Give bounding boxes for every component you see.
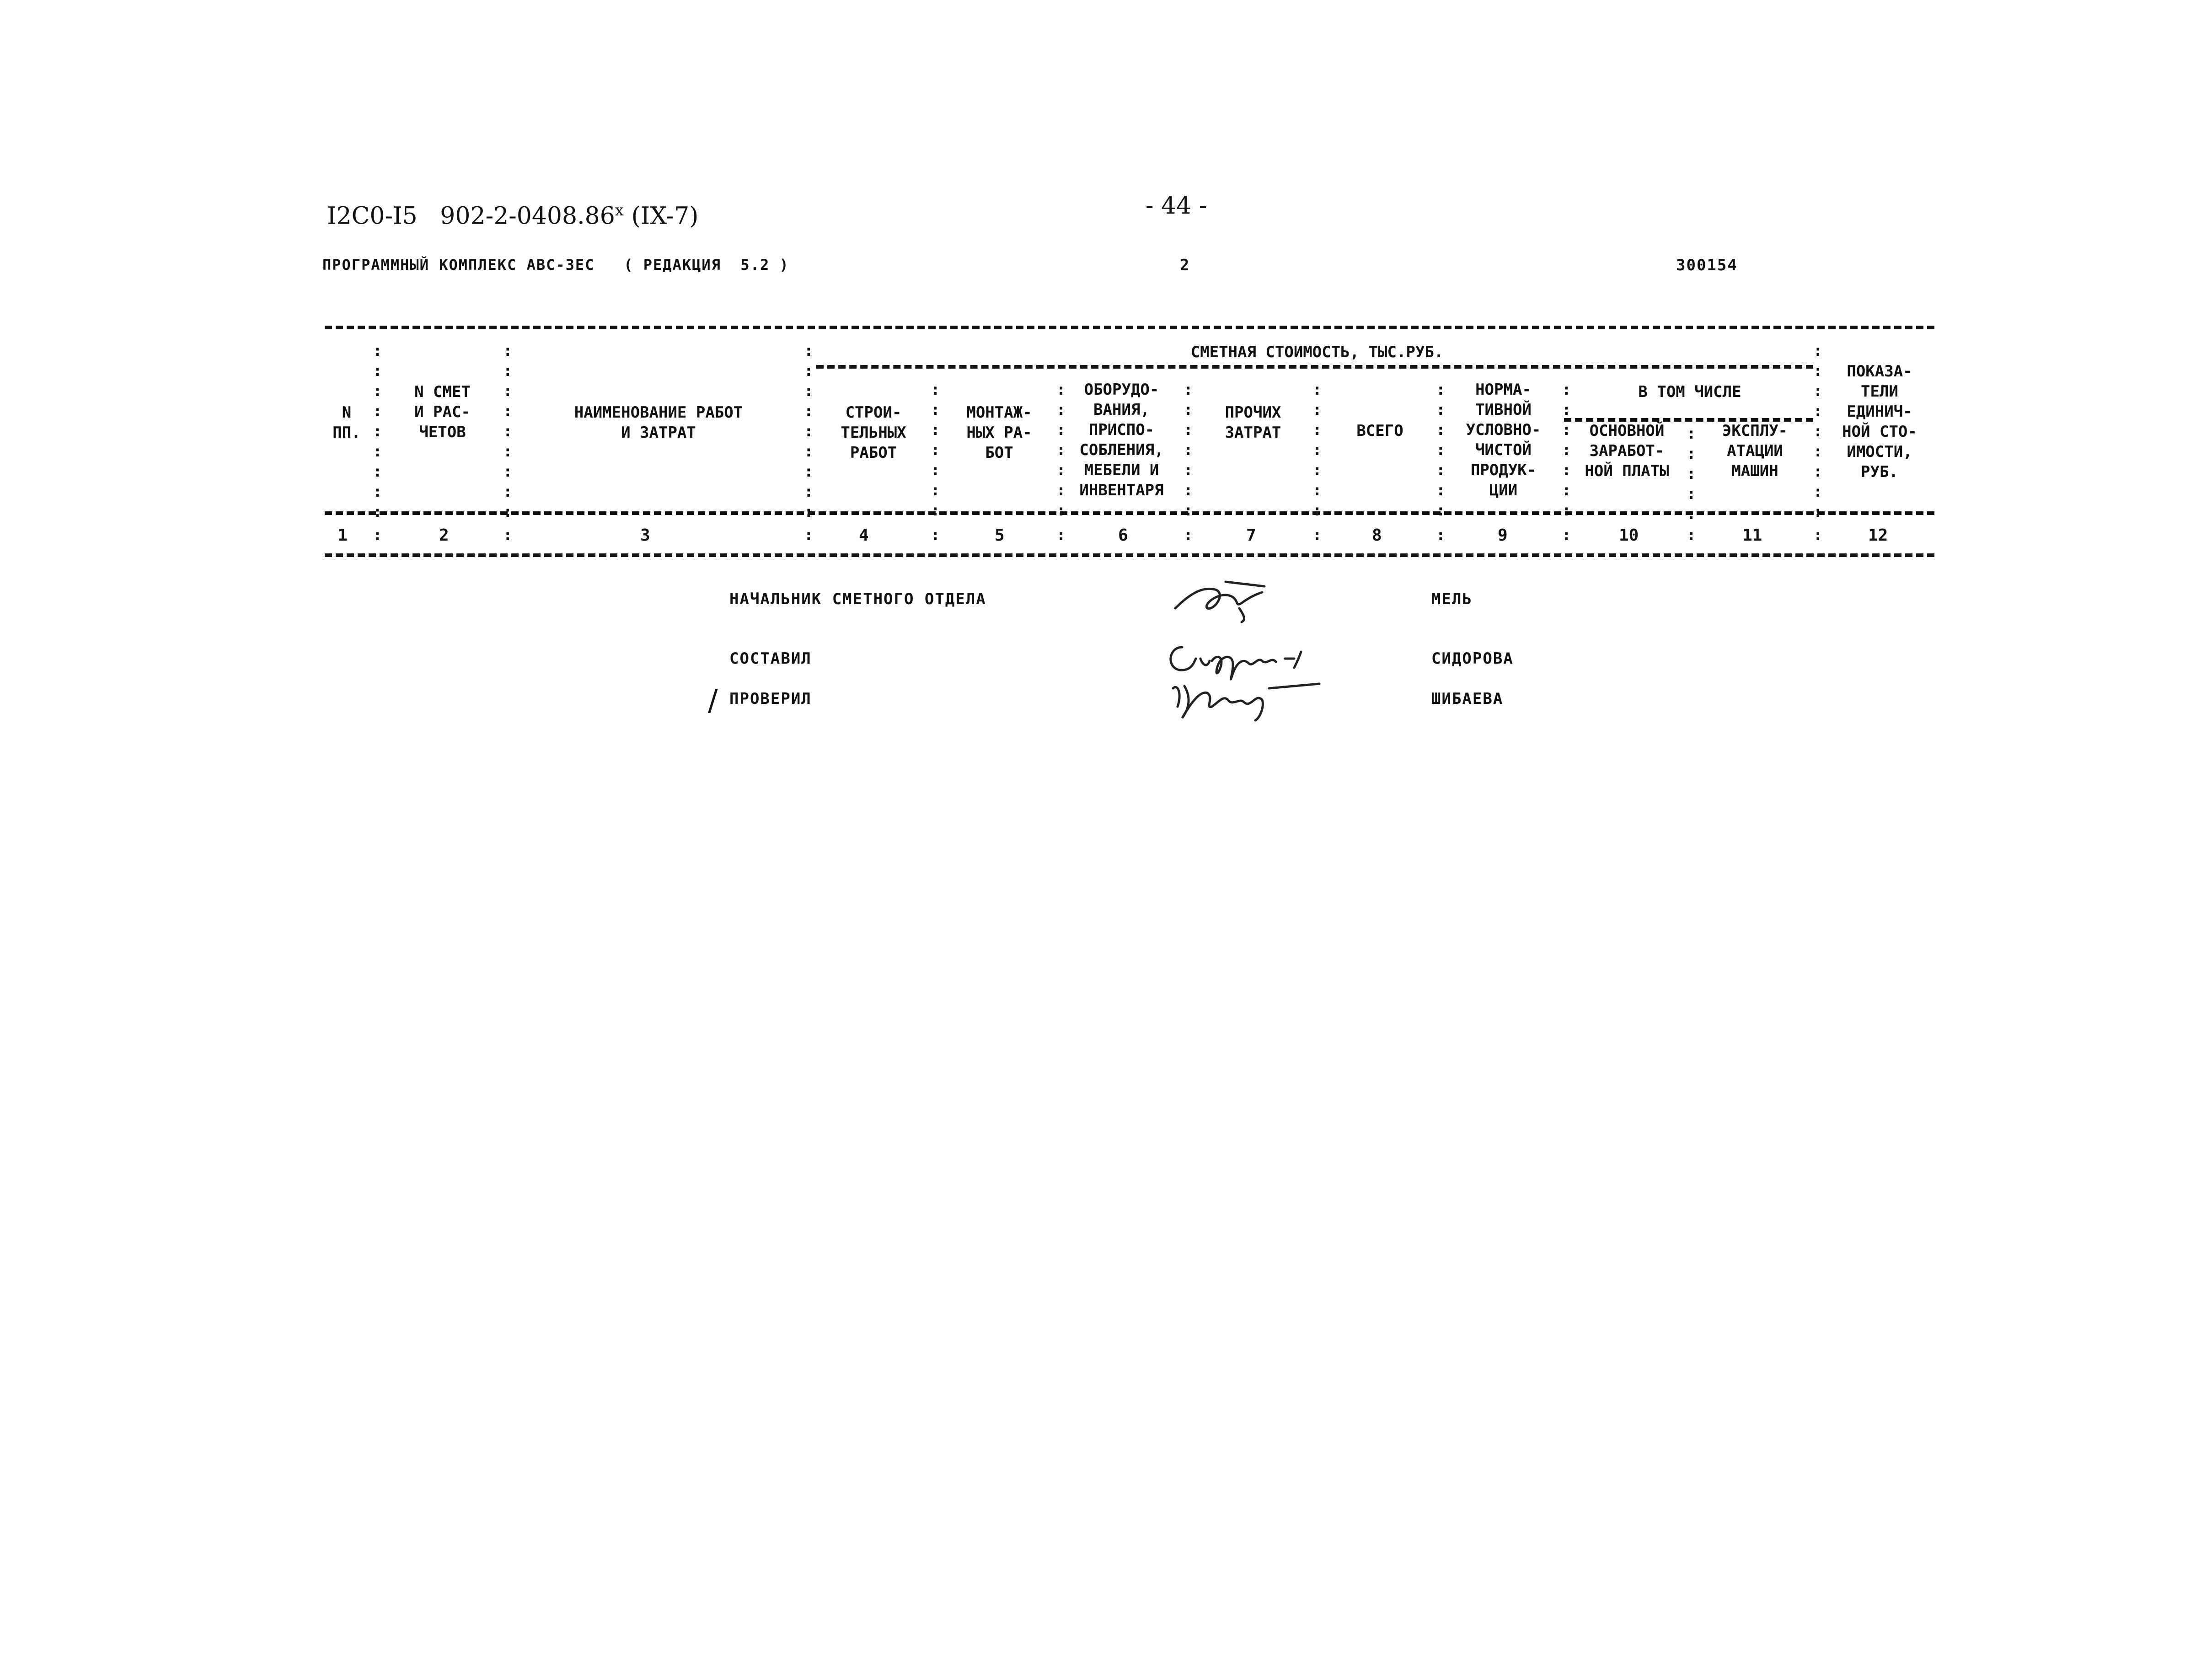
signature-role-chief: НАЧАЛЬНИК СМЕТНОГО ОТДЕЛА — [729, 590, 986, 608]
column-separator: : : : : : : : — [931, 381, 940, 520]
check-mark: / — [708, 684, 718, 718]
group-header-rule — [816, 365, 1813, 369]
column-separator: : : : : : : : — [1436, 381, 1446, 520]
column-separator: : : : : : : : : : — [373, 342, 382, 521]
column-header-installation: МОНТАЖ- НЫХ РА- БОТ — [966, 403, 1032, 462]
column-number: 5 — [995, 526, 1005, 545]
column-separator: : : : : : : : : : — [503, 342, 513, 521]
column-header-normative-output: НОРМА- ТИВНОЙ УСЛОВНО- ЧИСТОЙ ПРОДУК- ЦИИ — [1466, 381, 1541, 499]
column-number: 1 — [337, 526, 348, 545]
column-number: 4 — [859, 526, 869, 545]
table-bottom-rule — [325, 553, 1934, 557]
signature-name-checked: ШИБАЕВА — [1431, 690, 1504, 708]
column-separator: : : : : : : : — [1562, 381, 1571, 520]
column-number: 8 — [1372, 526, 1382, 545]
signature-name-chief: МЕЛЬ — [1431, 590, 1473, 608]
column-header-base-wages: ОСНОВНОЙ ЗАРАБОТ- НОЙ ПЛАТЫ — [1585, 422, 1669, 480]
signature-role-checked: ПРОВЕРИЛ — [729, 690, 812, 708]
sheet-number: 2 — [1180, 256, 1190, 274]
program-title: ПРОГРАММНЫЙ КОМПЛЕКС АВС-3ЕС ( РЕДАКЦИЯ 5.2 ) — [322, 256, 789, 274]
signature-role-compiled: СОСТАВИЛ — [729, 649, 812, 668]
handwritten-signature-compiled — [1164, 633, 1338, 725]
column-number: 11 — [1742, 526, 1762, 545]
column-header-machine-operation: ЭКСПЛУ- АТАЦИИ МАШИН — [1722, 422, 1788, 480]
column-separator: : : : : : : : : : — [1813, 342, 1823, 521]
document-reference-superscript: x — [615, 201, 624, 220]
column-header-unit-cost: ПОКАЗА- ТЕЛИ ЕДИНИЧ- НОЙ СТО- ИМОСТИ, РУБ. — [1842, 362, 1917, 481]
column-separator: : : : : : — [1687, 424, 1696, 523]
column-header-work-name: НАИМЕНОВАНИЕ РАБОТ И ЗАТРАТ — [574, 403, 743, 442]
document-code: 300154 — [1676, 256, 1738, 274]
column-separator: : : : : : : : — [1312, 381, 1322, 520]
column-number: 3 — [640, 526, 650, 545]
column-separator: : : : : : : : — [1056, 381, 1066, 520]
document-reference — [327, 201, 698, 230]
column-number: 6 — [1118, 526, 1128, 545]
column-number: 7 — [1246, 526, 1256, 545]
column-header-construction: СТРОИ- ТЕЛЬНЫХ РАБОТ — [841, 403, 906, 462]
signature-name-compiled: СИДОРОВА — [1431, 649, 1514, 668]
column-number: 2 — [439, 526, 449, 545]
document-reference-main: I2C0-I5 902-2-0408.86 — [327, 202, 615, 230]
column-separator: : : : : : : : — [1184, 381, 1193, 520]
group-header-estimated-cost: СМЕТНАЯ СТОИМОСТЬ, ТЫС.РУБ. — [1190, 343, 1444, 361]
column-header-estimate-number: N СМЕТ И РАС- ЧЕТОВ — [414, 383, 471, 441]
column-number: 10 — [1619, 526, 1639, 545]
handwritten-signature-chief — [1171, 576, 1290, 627]
column-header-other-costs: ПРОЧИХ ЗАТРАТ — [1225, 403, 1281, 442]
subgroup-header-including: В ТОМ ЧИСЛЕ — [1638, 383, 1741, 401]
column-header-total: ВСЕГО — [1356, 422, 1403, 440]
column-header-equipment: ОБОРУДО- ВАНИЯ, ПРИСПО- СОБЛЕНИЯ, МЕБЕЛИ И ИНВЕНТАРЯ — [1079, 381, 1164, 499]
document-reference-tail: (IX-7) — [623, 202, 699, 230]
column-number: 12 — [1868, 526, 1888, 545]
page-number: - 44 - — [1146, 192, 1207, 220]
column-header-number: N ПП. — [332, 403, 361, 442]
column-number: 9 — [1498, 526, 1508, 545]
column-separator: : : : : : : : : : — [804, 342, 814, 521]
table-top-rule — [325, 326, 1934, 329]
